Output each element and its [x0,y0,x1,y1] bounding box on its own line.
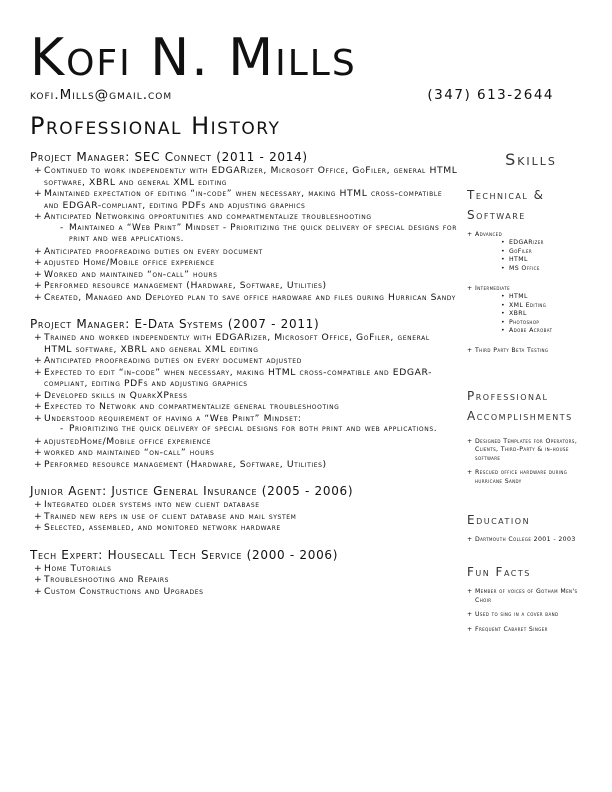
sidebar [467,150,595,640]
bullet-item: + Continued to work independently with EDGARizer, Microsoft Office, GoFiler, general HTML software, XBRL and general XML editing [34,165,460,188]
bullet-item: + Troubleshooting and Repairs [34,574,460,586]
education-heading: Education [467,512,531,527]
heading-line: Technical & [467,188,545,202]
bullet-item: + Home Tutorials [34,563,460,575]
sub-bullet: - Prioritizing the quick delivery of special designs for both print and web applications. [60,424,460,436]
accomplishment-list [467,438,595,486]
skill-group-label: + Third Party Beta Testing [475,347,549,355]
bullet-item: + Anticipated proofreading duties on every document [34,246,460,258]
bullet-item: + Trained new reps in use of client database and mail system [34,511,460,523]
fun-facts-list [467,588,595,634]
job-title: Junior Agent: Justice General Insurance (2005 - 2006) [30,484,354,498]
sub-bullet-list [30,424,460,436]
skill-item: • XBRL [501,310,595,318]
skill-items [475,239,595,273]
job-title: Project Manager: E-Data Systems (2007 - 2011) [30,317,320,331]
skill-item: • Adobe Acrobat [501,327,595,335]
section-title-professional-history: Professional History [30,112,281,140]
job-entry [30,484,460,534]
skill-item: • HTML [501,293,595,301]
bullet-list [30,563,460,598]
job-entry [30,317,460,470]
skill-item: • HTML [501,256,595,264]
skill-group-label: + Intermediate [475,285,511,293]
bullet-item: + Performed resource management (Hardware, Software, Utilities) [34,280,460,292]
skills-heading: Skills [505,150,557,169]
education-item: + Dartmouth College 2001 - 2003 [467,536,595,544]
skill-item: • XML Editing [501,302,595,310]
skill-item: • MS Office [501,265,595,273]
bullet-item: + Developed skills in QuarkXPress [34,390,460,402]
skill-group-label: + Advanced [475,231,503,238]
job-entry [30,548,460,598]
fun-fact-item: + Member of voices of Gotham Men's Choir [467,588,595,605]
email-address[interactable]: kofi.Mills@gmail.com [30,87,173,103]
skill-items [475,293,595,335]
bullet-item: + Integrated older systems into new client database [34,499,460,511]
bullet-item: + Maintained expectation of editing “in-code” when necessary, making HTML cross-compatible and EDGAR-compliant, editing PDFs and adjusting graphics [34,188,460,211]
bullet-item: + Worked and maintained “on-call” hours [34,269,460,281]
bullet-list [30,436,460,471]
bullet-item: + Performed resource management (Hardware, Software, Utilities) [34,459,460,471]
heading-line: Accomplishments [467,408,573,423]
fun-facts-heading: Fun Facts [467,565,531,580]
job-title: Project Manager: SEC Connect (2011 - 2014) [30,150,308,164]
bullet-item: + Anticipated proofreading duties on every document adjusted [34,355,460,367]
heading-line: Software [467,208,526,222]
bullet-item: + adjusted Home/Mobile office experience [34,257,460,269]
bullet-item: + Selected, assembled, and monitored network hardware [34,522,460,534]
bullet-item: + Trained and worked independently with EDGARizer, Microsoft Office, GoFiler, general HTML software, XBRL and general XML editing [34,332,460,355]
skill-group [467,285,595,335]
accomplishments-heading [467,386,595,426]
skill-group [467,347,595,355]
bullet-list [30,246,460,304]
bullet-list [30,332,460,424]
bullet-list [30,499,460,534]
bullet-list [30,165,460,223]
bullet-item: + Understood requirement of having a “Web Print” Mindset: [34,413,460,425]
bullet-item: + Expected to edit “in-code” when necessary, making HTML cross-compatible and EDGAR-compliant, editing PDFs and adjusting graphics [34,367,460,390]
heading-line: Professional [467,388,549,403]
candidate-name: Kofi N. Mills [30,28,357,88]
bullet-item: + Created, Managed and Deployed plan to save office hardware and files during Hurrican Sandy [34,292,460,304]
skill-item: • Photoshop [501,319,595,327]
work-history [30,150,460,611]
fun-fact-item: + Used to sing in a cover band [467,611,595,619]
bullet-item: + Expected to Network and compartmentalize general troubleshooting [34,401,460,413]
bullet-item: + adjustedHome/Mobile office experience [34,436,460,448]
job-title: Tech Expert: Housecall Tech Service (2000 - 2006) [30,547,339,562]
job-entry [30,150,460,303]
phone-number: (347) 613-2644 [427,87,554,103]
skill-item: • GoFiler [501,248,595,256]
fun-fact-item: + Frequent Cabaret Singer [467,626,595,634]
education-list [467,536,595,544]
skill-group [467,231,595,273]
bullet-item: + worked and maintained “on-call” hours [34,447,460,459]
accomplishment-item: + Rescued office hardware during hurricane Sandy [467,469,595,486]
technical-software-heading [467,185,595,225]
bullet-item: + Custom Constructions and Upgrades [34,586,460,598]
bullet-item: + Anticipated Networking opportunities and compartmentalize troubleshooting [34,211,460,223]
technical-skill-list [467,231,595,356]
sub-bullet: - Maintained a “Web Print” Mindset - Prioritizing the quick delivery of special designs for print and web applications. [60,223,460,246]
accomplishment-item: + Designed Templates for Operators, Clients, Third-Party & in-house software [467,438,595,463]
skill-item: • EDGARizer [501,239,595,247]
sub-bullet-list [30,223,460,246]
